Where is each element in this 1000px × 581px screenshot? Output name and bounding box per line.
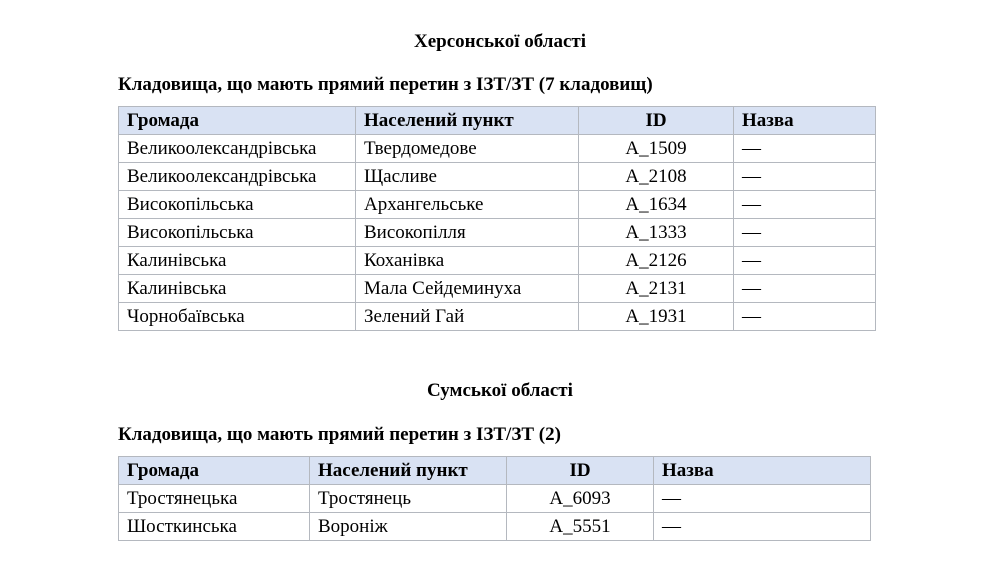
cell-id: A_2131 bbox=[579, 275, 734, 303]
table-row bbox=[119, 485, 871, 513]
header-settlement: Населений пункт bbox=[356, 107, 579, 135]
cell-hromada: Великоолександрівська bbox=[119, 135, 356, 163]
region-title-kherson: Херсонської області bbox=[413, 31, 587, 52]
cell-hromada: Тростянецька bbox=[119, 485, 310, 513]
cell-settlement: Мала Сейдеминуха bbox=[356, 275, 579, 303]
table-row bbox=[119, 513, 871, 541]
header-hromada: Громада bbox=[119, 457, 310, 485]
cell-id: A_5551 bbox=[507, 513, 654, 541]
cell-name: — bbox=[734, 163, 876, 191]
cell-hromada: Високопільська bbox=[119, 191, 356, 219]
table-caption-sumy: Кладовища, що мають прямий перетин з ІЗТ/ЗТ (2) bbox=[118, 424, 561, 445]
table-row bbox=[119, 135, 876, 163]
cell-name: — bbox=[734, 247, 876, 275]
cell-name: — bbox=[734, 191, 876, 219]
cell-settlement: Високопілля bbox=[356, 219, 579, 247]
header-id: ID bbox=[507, 457, 654, 485]
cell-id: A_1634 bbox=[579, 191, 734, 219]
cell-id: A_1333 bbox=[579, 219, 734, 247]
cell-id: A_2108 bbox=[579, 163, 734, 191]
cell-name: — bbox=[734, 303, 876, 331]
cell-settlement: Тростянець bbox=[310, 485, 507, 513]
cemeteries-table-sumy bbox=[118, 456, 871, 541]
cell-hromada: Калинівська bbox=[119, 275, 356, 303]
cell-name: — bbox=[734, 219, 876, 247]
header-name: Назва bbox=[654, 457, 871, 485]
cell-hromada: Шосткинська bbox=[119, 513, 310, 541]
table-row bbox=[119, 191, 876, 219]
cell-hromada: Великоолександрівська bbox=[119, 163, 356, 191]
cell-name: — bbox=[654, 513, 871, 541]
cell-id: A_1509 bbox=[579, 135, 734, 163]
header-id: ID bbox=[579, 107, 734, 135]
cell-name: — bbox=[654, 485, 871, 513]
table-row bbox=[119, 275, 876, 303]
cell-settlement: Коханівка bbox=[356, 247, 579, 275]
table-row bbox=[119, 163, 876, 191]
cell-settlement: Архангельське bbox=[356, 191, 579, 219]
cell-settlement: Зелений Гай bbox=[356, 303, 579, 331]
header-hromada: Громада bbox=[119, 107, 356, 135]
cell-settlement: Вороніж bbox=[310, 513, 507, 541]
cell-id: A_1931 bbox=[579, 303, 734, 331]
table-row bbox=[119, 247, 876, 275]
table-row bbox=[119, 219, 876, 247]
cell-hromada: Калинівська bbox=[119, 247, 356, 275]
table-header-row bbox=[119, 107, 876, 135]
table-row bbox=[119, 303, 876, 331]
cell-id: A_2126 bbox=[579, 247, 734, 275]
header-name: Назва bbox=[734, 107, 876, 135]
table-caption-kherson: Кладовища, що мають прямий перетин з ІЗТ/ЗТ (7 кладовищ) bbox=[118, 74, 653, 95]
cell-name: — bbox=[734, 135, 876, 163]
cell-settlement: Твердомедове bbox=[356, 135, 579, 163]
table-header-row bbox=[119, 457, 871, 485]
cell-settlement: Щасливе bbox=[356, 163, 579, 191]
cemeteries-table-kherson bbox=[118, 106, 876, 331]
cell-hromada: Чорнобаївська bbox=[119, 303, 356, 331]
cell-hromada: Високопільська bbox=[119, 219, 356, 247]
cell-id: A_6093 bbox=[507, 485, 654, 513]
region-title-sumy: Сумської області bbox=[427, 380, 573, 401]
cell-name: — bbox=[734, 275, 876, 303]
header-settlement: Населений пункт bbox=[310, 457, 507, 485]
